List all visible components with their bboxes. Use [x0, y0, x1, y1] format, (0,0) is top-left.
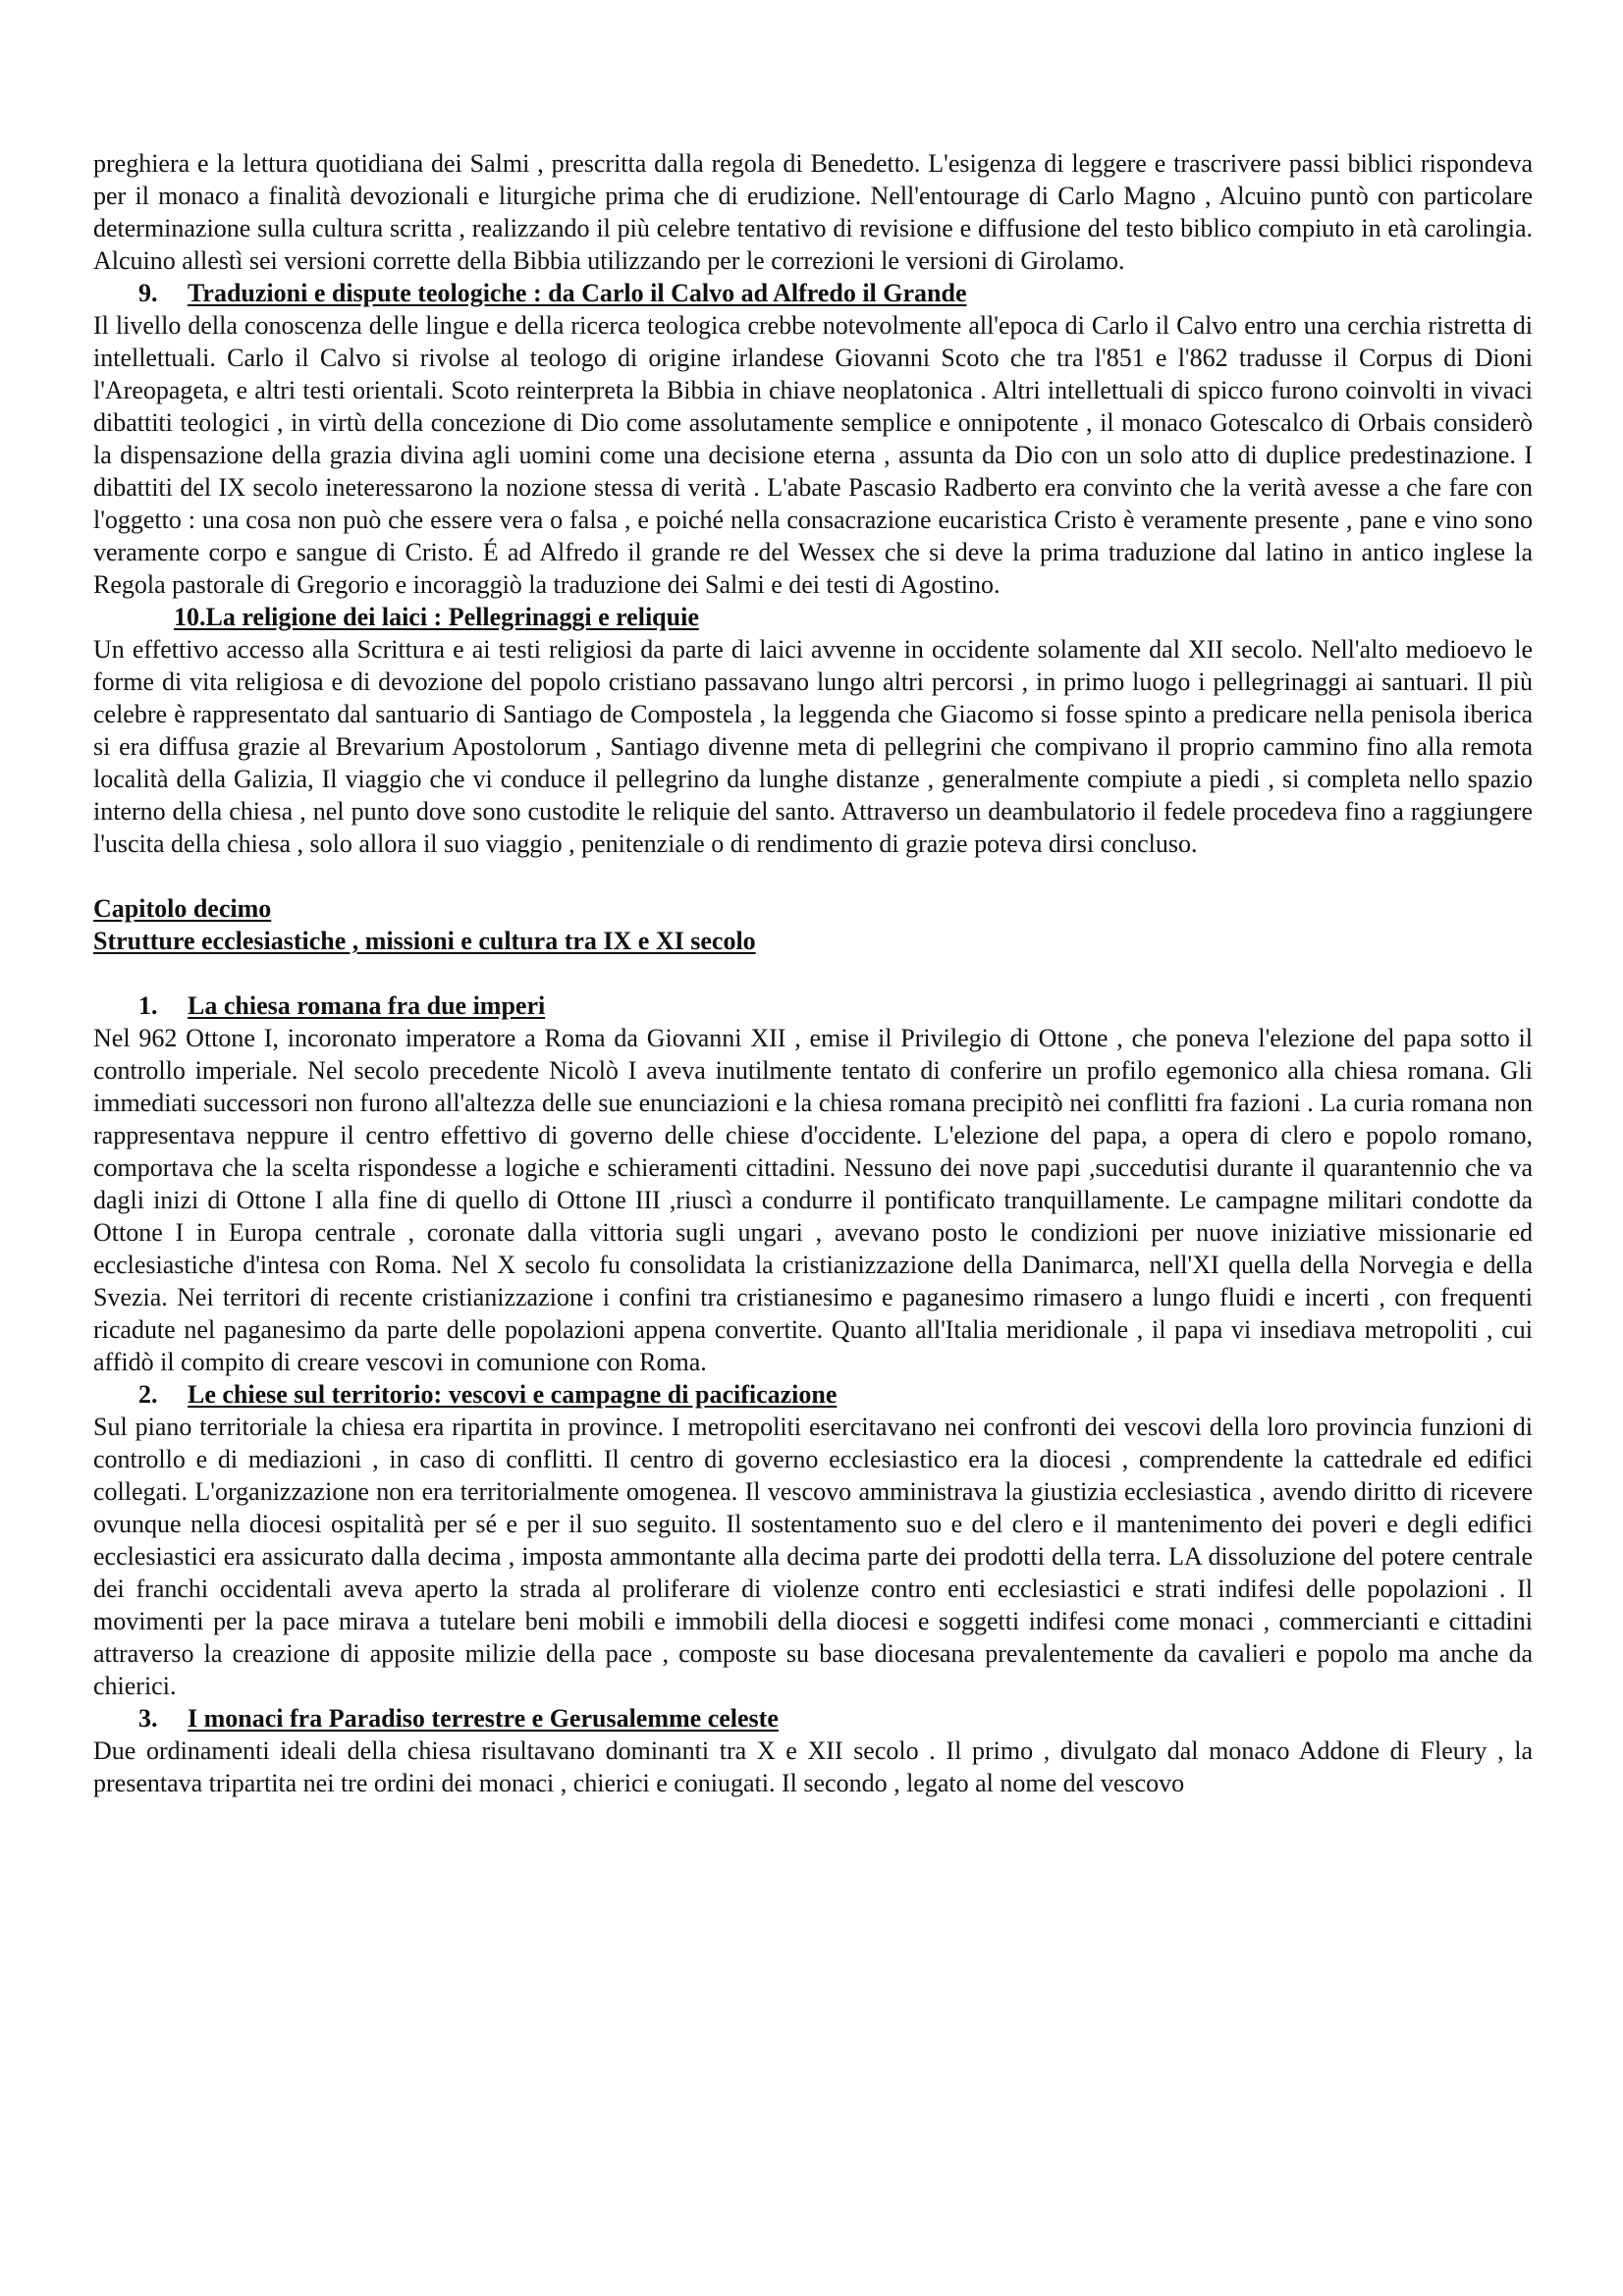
section-3-title: I monaci fra Paradiso terrestre e Gerusalemme celeste: [188, 1704, 779, 1733]
spacer: [93, 957, 1533, 989]
section-10-heading: [93, 601, 1533, 633]
section-3-heading: [93, 1702, 1533, 1735]
section-10-body: Un effettivo accesso alla Scrittura e ai testi religiosi da parte di laici avvenne in occidente solamente dal XII secolo. Nell'alto medioevo le forme di vita religiosa e di devozione del popolo cristiano passavano lungo altri percorsi , in primo luogo i pellegrinaggi ai santuari. Il più celebre è rappresentato dal santuario di Santiago de Compostela , la leggenda che Giacomo si fosse spinto a predicare nella penisola iberica si era diffusa grazie al Brevarium Apostolorum , Santiago divenne meta di pellegrini che compivano il proprio cammino fino alla remota località della Galizia, Il viaggio che vi conduce il pellegrino da lunghe distanze , generalmente compiute a piedi , si completa nello spazio interno della chiesa , nel punto dove sono custodite le reliquie del santo. Attraverso un deambulatorio il fedele procedeva fino a raggiungere l'uscita della chiesa , solo allora il suo viaggio , penitenziale o di rendimento di grazie poteva dirsi concluso.: [93, 635, 1533, 858]
section-3-number: 3.: [138, 1704, 158, 1733]
section-2-heading: [93, 1378, 1533, 1411]
section-9-body: Il livello della conoscenza delle lingue e della ricerca teologica crebbe notevolmente all'epoca di Carlo il Calvo entro una cerchia ristretta di intellettuali. Carlo il Calvo si rivolse al teologo di origine irlandese Giovanni Scoto che tra l'851 e l'862 tradusse il Corpus di Dioni l'Areopageta, e altri testi orientali. Scoto reinterpreta la Bibbia in chiave neoplatonica . Altri intellettuali di spicco furono coinvolti in vivaci dibattiti teologici , in virtù della concezione di Dio come assolutamente semplice e onnipotente , il monaco Gotescalco di Orbais considerò la dispensazione della grazia divina agli uomini come una decisione eterna , assunta da Dio con un solo atto di duplice predestinazione. I dibattiti del IX secolo ineteressarono la nozione stessa di verità . L'abate Pascasio Radberto era convinto che la verità avesse a che fare con l'oggetto : una cosa non può che essere vera o falsa , e poiché nella consacrazione eucaristica Cristo è veramente presente , pane e vino sono veramente corpo e sangue di Cristo. É ad Alfredo il grande re del Wessex che si deve la prima traduzione dal latino in antico inglese la Regola pastorale di Gregorio e incoraggiò la traduzione dei Salmi e dei testi di Agostino.: [93, 311, 1533, 599]
chapter-title: Strutture ecclesiastiche , missioni e cultura tra IX e XI secolo: [93, 927, 756, 955]
chapter-label: Capitolo decimo: [93, 894, 272, 923]
section-1-body: Nel 962 Ottone I, incoronato imperatore a Roma da Giovanni XII , emise il Privilegio di Ottone , che poneva l'elezione del papa sotto il controllo imperiale. Nel secolo precedente Nicolò I aveva inutilmente tentato di conferire un profilo egemonico alla chiesa romana. Gli immediati successori non furono all'altezza delle sue enunciazioni e la chiesa romana precipitò nei conflitti fra fazioni . La curia romana non rappresentava neppure il centro effettivo di governo delle chiese d'occidente. L'elezione del papa, a opera di clero e popolo romano, comportava che la scelta rispondesse a logiche e schieramenti cittadini. Nessuno dei nove papi ,succedutisi durante il quarantennio che va dagli inizi di Ottone I alla fine di quello di Ottone III ,riuscì a condurre il pontificato tranquillamente. Le campagne militari condotte da Ottone I in Europa centrale , coronate dalla vittoria sugli ungari , avevano posto le condizioni per nuove iniziative missionarie ed ecclesiastiche d'intesa con Roma. Nel X secolo fu consolidata la cristianizzazione della Danimarca, nell'XI quella della Norvegia e della Svezia. Nei territori di recente cristianizzazione i confini tra cristianesimo e paganesimo rimasero a lungo fluidi e incerti , con frequenti ricadute nel paganesimo da parte delle popolazioni appena convertite. Quanto all'Italia meridionale , il papa vi insediava metropoliti , cui affidò il compito di creare vescovi in comunione con Roma.: [93, 1024, 1533, 1376]
section-10-title: La religione dei laici : Pellegrinaggi e reliquie: [205, 603, 699, 631]
section-2-title: Le chiese sul territorio: vescovi e campagne di pacificazione: [188, 1380, 838, 1409]
spacer: [93, 860, 1533, 892]
document-page: [93, 147, 1533, 1799]
section-1-number: 1.: [138, 991, 158, 1020]
section-3-body: Due ordinamenti ideali della chiesa risultavano dominanti tra X e XII secolo . Il primo , divulgato dal monaco Addone di Fleury , la presentava tripartita nei tre ordini dei monaci , chierici e coniugati. Il secondo , legato al nome del vescovo: [93, 1736, 1533, 1797]
section-1-title: La chiesa romana fra due imperi: [188, 991, 546, 1020]
section-9-title: Traduzioni e dispute teologiche : da Carlo il Calvo ad Alfredo il Grande: [188, 279, 967, 307]
section-2-body: Sul piano territoriale la chiesa era ripartita in province. I metropoliti esercitavano nei confronti dei vescovi della loro provincia funzioni di controllo e di mediazioni , in caso di conflitti. Il centro di governo ecclesiastico era la diocesi , comprendente la cattedrale ed edifici collegati. L'organizzazione non era territorialmente omogenea. Il vescovo amministrava la giustizia ecclesiastica , avendo diritto di ricevere ovunque nella diocesi ospitalità per sé e per il suo seguito. Il sostentamento suo e del clero e il mantenimento dei poveri e degli edifici ecclesiastici era assicurato dalla decima , imposta ammontante alla decima parte dei prodotti della terra. LA dissoluzione del potere centrale dei franchi occidentali aveva aperto la strada al proliferare di violenze contro enti ecclesiastici e strati indifesi delle popolazioni . Il movimenti per la pace mirava a tutelare beni mobili e immobili della diocesi e soggetti indifesi come monaci , commercianti e cittadini attraverso la creazione di apposite milizie della pace , composte su base diocesana prevalentemente da cavalieri e popolo ma anche da chierici.: [93, 1413, 1533, 1700]
section-10-number: 10.: [174, 603, 206, 631]
section-9-number: 9.: [138, 279, 158, 307]
paragraph-top: preghiera e la lettura quotidiana dei Salmi , prescritta dalla regola di Benedetto. L'esigenza di leggere e trascrivere passi biblici rispondeva per il monaco a finalità devozionali e liturgiche prima che di erudizione. Nell'entourage di Carlo Magno , Alcuino puntò con particolare determinazione sulla cultura scritta , realizzando il più celebre tentativo di revisione e diffusione del testo biblico compiuto in età carolingia. Alcuino allestì sei versioni corrette della Bibbia utilizzando per le correzioni le versioni di Girolamo.: [93, 149, 1533, 275]
section-9-heading: [93, 277, 1533, 309]
section-1-heading: [93, 989, 1533, 1022]
section-2-number: 2.: [138, 1380, 158, 1409]
